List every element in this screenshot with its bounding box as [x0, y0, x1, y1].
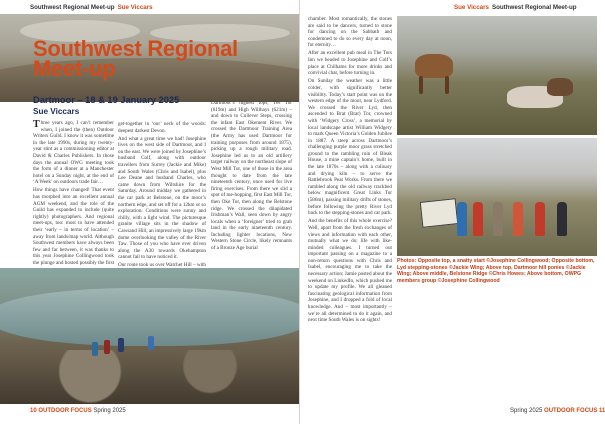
left-page — [0, 0, 300, 424]
running-head-left — [30, 4, 153, 11]
body-paragraph: get-together in ‘our’ neck of the woods: deepest darkest Devon. — [118, 121, 206, 134]
footer-left — [30, 408, 126, 414]
footer-right — [510, 408, 605, 414]
article-title-line2: Meet-up — [33, 56, 116, 81]
body-paragraph: chamber. Most romantically, the stones are said to be dancers, turned to stone for dancing on the Sabbath and condemned to do so every day at noon, for eternity… — [308, 16, 392, 49]
stepping-stones-photo — [0, 268, 300, 404]
group-photo — [397, 138, 597, 256]
issue-right: Spring 2025 — [510, 408, 543, 414]
running-head-section: Southwest Regional Meet-up — [30, 4, 115, 11]
body-paragraph: How things have changed! That event has morphed into an excellent annual AGM weekend, and the role of the Guild has expanded to include (quite rightly) photographers. And regional meet-ups, too: most to have attended their ‘early – in terms of location’ – away from lands/map world. Although Southwest members have always been few and far between, it was thanks to this year Josephine Collingwood took the plunge and hosted possibly the first — [33, 187, 114, 266]
article-subtitle: Dartmoor – 18 & 19 January 2025 — [33, 95, 180, 105]
signpost — [420, 198, 459, 228]
body-paragraph: Our route took us over Watchet Hill – with — [118, 262, 207, 269]
running-head-author: Sue Viccars — [117, 4, 153, 11]
running-head-section: Southwest Regional Meet-up — [491, 4, 577, 11]
photo-caption: Photos: Opposite top, a snatty start ©Josephine Collingwood; Opposite bottom, Lyd stepping-stones ©Jackie Wing; Above top, Dartmoor hill ponies ©Jackie Wing; Above middle, Belstone Ridge ©Chris Howes; Above bottom, OWPG members group ©Josephine Collingwood — [397, 258, 595, 284]
body-column-1 — [33, 120, 114, 265]
body-paragraph: And the benefits of this whole exercise? Well, apart from the fresh exchanges of views and information with each other, mutually what we do; life with like-minded colleagues. I turned out important passing on a magazine to a non-return questions with Chris and Isabel, encouraging me to take the necessary action; Jamie posted about the weekend on LinkedIn, which pushed me to update my profile. We all gleaned fascinating geological information from Josephine, and I dropped a fold of local knowledge. And – most importantly – we’re all determined to do it again, and next time South Wales is on sights! — [308, 218, 392, 324]
article-title-line1: Southwest Regional — [33, 36, 238, 61]
right-page — [300, 0, 605, 424]
body-paragraph: After an excellent pub meal in The Tors Inn we headed to Josephine and Colf’s place at Chilhams for more drinks and convivial chat, before turning in. — [308, 50, 392, 77]
body-paragraph: And what a great time we had! Josephine lives on the west side of Dartmoor, and I on the east. We were joined by Josephine’s husband Colf, along with outdoor travellers from Surrey (Jackie and Mike) and South Wales (Chris and Isabel), plus Lee Deane and husband Charles, who came down from Wiltshire for the Saturday. Around midday we gathered in the car park at Belstone, on the moor’s northern edge, and set off for a 12km or so exploration. Conditions were sunny and chilly, with a light wind. The picturesque granite village sits in the shadow of Cawsand Hill, an impressively large 19km dome overlooking the valley of the River Taw. Those of you who have ever driven along the A30 towards Okehampton cannot fail to have noticed it. — [118, 135, 207, 261]
page-number-right: 11 — [599, 408, 605, 414]
article-byline: Sue Viccars — [33, 107, 80, 116]
body-paragraph: Dartmoor’s highest tops, Yes Tor (619m) and High Willhays (621m) – and down to Cullever Steps, crossing the infant East Okement River. We crossed the Dartmoor Training Area (the Army has used Dartmoor for training purposes from around 1875), picking up a rough military road. Josephine led us to an old artillery target railway on the northeast slope of West Mill Tor, one of those in the area thought to date from the late nineteenth century, once used for live firing exercises. From there we slid a spot of me-hopping, first East Mill Tor, then Oke Tor, then along the Belstone ridge. We crossed the dilapidated Irishman’s Wall, seen down by angry locals when a ‘foreigner’ tried to grab land in the early nineteenth century. Including lighter locations, New Western Stone Circle, likely remnants of a Bronze Age burial — [211, 100, 292, 252]
magazine-name-left: OUTDOOR FOCUS — [38, 408, 92, 414]
body-column-2 — [118, 121, 207, 269]
article-title — [33, 36, 238, 81]
body-column-right — [308, 16, 392, 324]
running-head-author: Sue Viccars — [454, 4, 489, 11]
body-paragraph: Three years ago, I can’t remember when, I joined the (then) Outdoor Writers Guild. I know it was sometime in the late 1990s, during my twenty-year stint as a commissioning editor at David & Charles Publishers. In those days the annual OWG meeting took the form of a dinner at a Manchester hotel on a Sunday night, at the end of ‘A Week’ on outdoors trade fair… — [33, 119, 114, 186]
issue-left: Spring 2025 — [93, 408, 126, 414]
body-column-3 — [211, 100, 292, 265]
page-number-left: 10 — [30, 408, 37, 414]
magazine-name-right: OUTDOOR FOCUS — [544, 408, 598, 414]
running-head-right — [454, 4, 577, 11]
body-paragraph: On Sunday the weather was a little colder, with significantly better visibility. Today’s start point was on the western edge of the moor, near Lydford. We crossed the River Lyd, then ascended to Brat (Brat) Tor, crowned with ‘Widgery Cross’, a memorial by local landscape artist William Widgery to mark Queen Victoria’s Golden Jubilee in 1887. A steep across Dartmoor’s challenging purple moor grass stretched ground to the rambling ruin of Bleak House, a mine captain’s home, built in the late 1870s – along with a culinary and drying kiln – to serve the Rattlebrook Peat Works. From there we rambled along the old railway trackbed below magnificent Great Links Tor (586m), passing military drifts of stones, before following the pretty River Lyd back to the stepping-stones and car park. — [308, 78, 392, 217]
hill-ponies-photo — [397, 16, 597, 135]
